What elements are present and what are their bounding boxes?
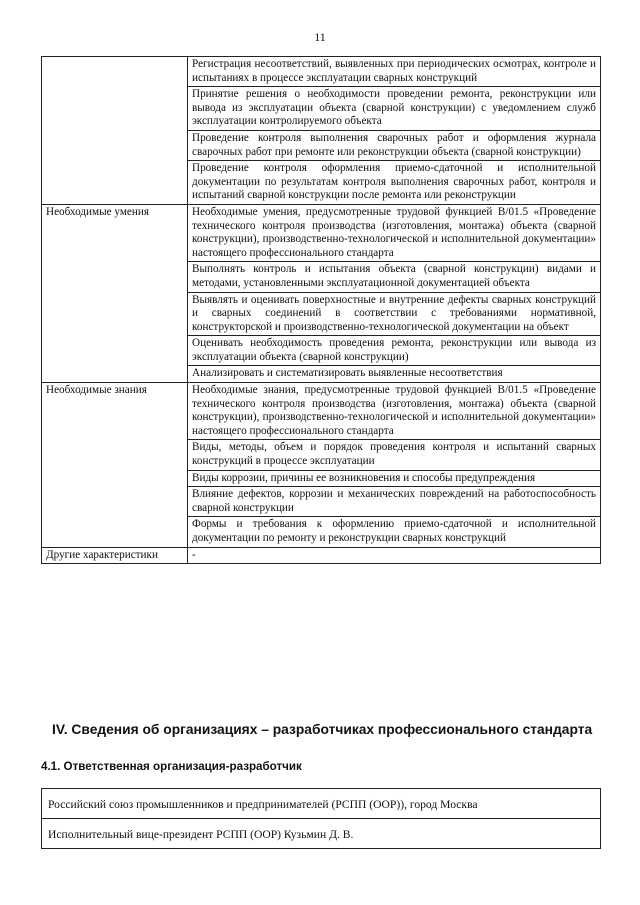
row-item: Оценивать необходимость проведения ремонта, реконструкции или вывода из эксплуатации объекта (сварной конструкции) (188, 336, 601, 366)
page-number: 11 (314, 30, 326, 44)
row-item: Регистрация несоответствий, выявленных при периодических осмотрах, контроле и испытаниях в процессе эксплуатации сварных конструкций (188, 57, 601, 87)
row-item: Анализировать и систематизировать выявленные несоответствия (188, 366, 601, 383)
table-row (42, 57, 601, 87)
row-item: Необходимые знания, предусмотренные трудовой функцией В/01.5 «Проведение технического контроля производства (изготовления, монтажа) объекта (сварной конструкции), производственно-технологической и исполнительной документации» настоящего профессионального стандарта (188, 383, 601, 440)
table-row (42, 204, 601, 261)
row-item: - (188, 547, 601, 564)
row-item: Формы и требования к оформлению приемо-сдаточной и исполнительной документации по ремонту и реконструкции сварных конструкций (188, 517, 601, 547)
row-item: Виды, методы, объем и порядок проведения контроля и испытаний сварных конструкций в процессе эксплуатации (188, 440, 601, 470)
row-item: Выявлять и оценивать поверхностные и внутренние дефекты сварных конструкций и сварных соединений в соответствии с требованиями нормативной, конструкторской и производственно-технологической документации на объект (188, 292, 601, 336)
row-label (42, 57, 188, 205)
table-row (42, 383, 601, 440)
section-heading: IV. Сведения об организациях – разработчиках профессионального стандарта (52, 722, 593, 737)
row-item: Влияние дефектов, коррозии и механических повреждений на работоспособность сварной конструкции (188, 487, 601, 517)
row-item: Виды коррозии, причины ее возникновения и способы предупреждения (188, 470, 601, 487)
row-item: Необходимые умения, предусмотренные трудовой функцией В/01.5 «Проведение технического контроля производства (изготовления, монтажа) объекта (сварной конструкции), производственно-технологической и исполнительной документации» настоящего профессионального стандарта (188, 204, 601, 261)
row-label: Необходимые умения (42, 204, 188, 382)
row-label: Необходимые знания (42, 383, 188, 548)
sub-heading: 4.1. Ответственная организация-разработчик (41, 760, 302, 773)
row-item: Проведение контроля выполнения сварочных работ и оформления журнала сварочных работ при ремонте или реконструкции объекта (сварной конструкции) (188, 130, 601, 160)
organization-row (42, 789, 601, 819)
organization-head: Исполнительный вице-президент РСПП (ООР) Кузьмин Д. В. (42, 819, 601, 849)
row-item: Принятие решения о необходимости проведении ремонта, реконструкции или вывода из эксплуатации объекта (сварной конструкции) с уведомлением служб эксплуатации контролируемого объекта (188, 87, 601, 131)
organization-name: Российский союз промышленников и предпринимателей (РСПП (ООР)), город Москва (42, 789, 601, 819)
organization-table (41, 788, 601, 849)
requirements-table-body (42, 57, 601, 564)
table-row (42, 547, 601, 564)
row-item: Проведение контроля оформления приемо-сдаточной и исполнительной документации по результатам контроля выполнения сварочных работ, контроля и испытаний сварной конструкции после ремонта или реконструкции (188, 161, 601, 205)
row-item: Выполнять контроль и испытания объекта (сварной конструкции) видами и методами, установленными эксплуатационной документацией объекта (188, 262, 601, 292)
row-label: Другие характеристики (42, 547, 188, 564)
organization-head-row (42, 819, 601, 849)
requirements-table (41, 56, 601, 564)
